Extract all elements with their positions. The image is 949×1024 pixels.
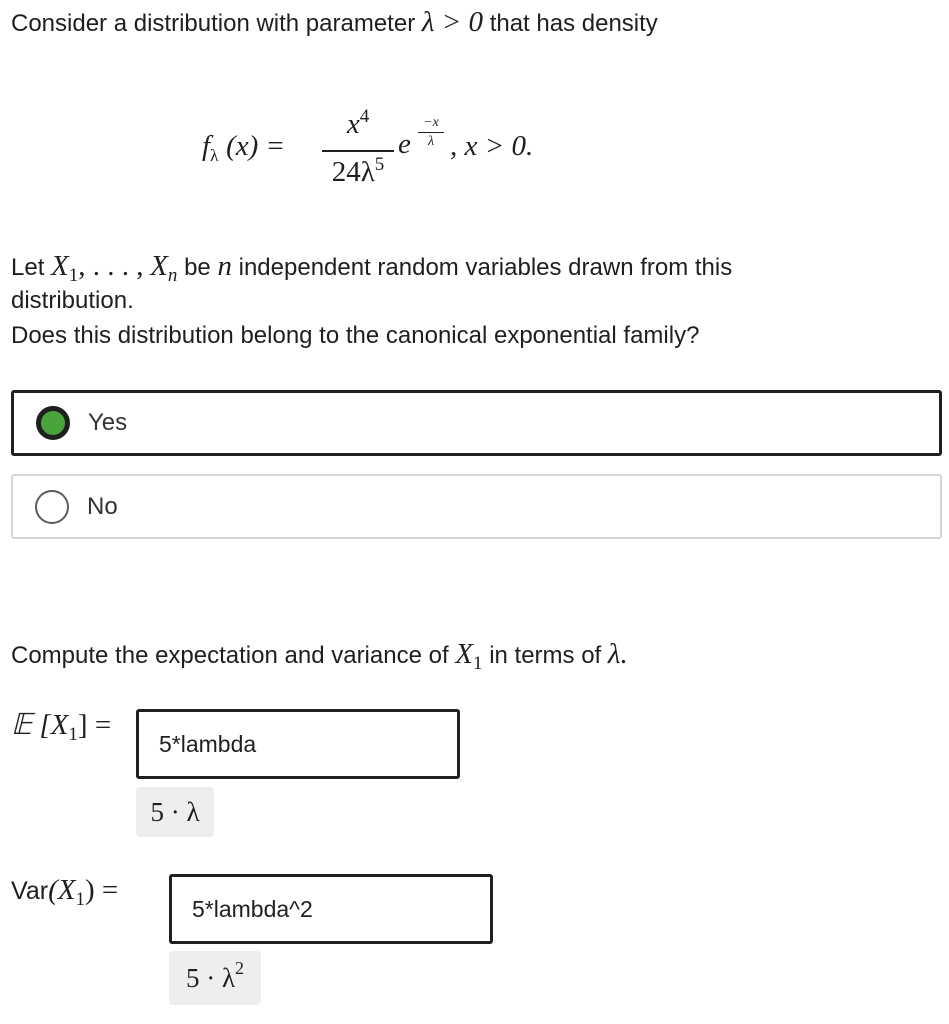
density-formula	[200, 100, 620, 200]
let-tail: independent random variables drawn from this	[238, 254, 733, 281]
prompt-lambda: λ.	[607, 638, 628, 670]
density-denominator: 24λ	[331, 156, 375, 188]
exponent-denominator: λ	[427, 134, 435, 149]
let-xn: X	[150, 250, 168, 282]
let-xn-sub: n	[167, 265, 178, 286]
density-arg: (x) =	[226, 130, 286, 162]
prompt-x-sub: 1	[473, 653, 483, 674]
expectation-equals: ] =	[77, 709, 112, 741]
density-f: f	[202, 130, 211, 162]
prompt-x: X	[455, 638, 474, 670]
let-prefix: Let	[11, 254, 45, 281]
option-no[interactable]	[11, 474, 942, 539]
let-x1-sub: 1	[68, 265, 79, 286]
variance-sub: 1	[75, 889, 85, 910]
variance-input[interactable]: 5*lambda^2	[169, 874, 493, 944]
prompt-prefix: Compute the expectation and variance of	[11, 642, 449, 669]
intro-param: λ > 0	[421, 6, 484, 38]
let-line	[11, 249, 732, 287]
density-denominator-exp: 5	[374, 154, 385, 175]
let-dots: , . . . ,	[78, 250, 144, 282]
intro-line	[11, 5, 658, 41]
exponent-fraction	[418, 116, 444, 149]
expectation-label	[11, 708, 111, 746]
variance-equals: ) =	[84, 874, 119, 906]
density-numerator: x	[346, 108, 360, 140]
variance-open: (X	[48, 874, 76, 906]
variance-preview	[169, 951, 261, 1005]
membership-question: Does this distribution belong to the canonical exponential family?	[11, 322, 700, 349]
density-fraction	[322, 108, 394, 189]
variance-preview-exp: 2	[235, 957, 245, 978]
let-x1: X	[51, 250, 69, 282]
intro-text: Consider a distribution with parameter	[11, 10, 416, 37]
expectation-prompt	[11, 637, 628, 675]
density-lhs	[202, 130, 285, 163]
option-no-label: No	[87, 492, 118, 520]
density-f-sub: λ	[210, 146, 219, 165]
density-numerator-exp: 4	[359, 106, 370, 127]
intro-tail: that has density	[489, 10, 658, 37]
expectation-preview: 5 · λ	[136, 787, 214, 837]
expectation-sub: 1	[68, 724, 78, 745]
exponent-numerator: −x	[423, 115, 439, 130]
expectation-symbol: 𝔼 [X	[11, 709, 69, 741]
variance-word: Var	[11, 877, 49, 905]
density-domain: , x > 0.	[450, 130, 534, 162]
prompt-mid: in terms of	[489, 642, 602, 669]
option-yes[interactable]	[11, 390, 942, 456]
radio-selected-icon[interactable]	[36, 406, 70, 440]
option-yes-label: Yes	[88, 409, 128, 436]
radio-unselected-icon[interactable]	[35, 490, 69, 524]
let-line-2: distribution.	[11, 287, 134, 314]
expectation-input[interactable]: 5*lambda	[136, 709, 460, 779]
density-e: e	[398, 128, 411, 160]
fraction-bar	[322, 150, 394, 152]
variance-preview-base: 5 · λ	[185, 962, 236, 993]
let-n: n	[217, 250, 232, 282]
let-be: be	[184, 254, 211, 281]
variance-label	[11, 873, 118, 911]
